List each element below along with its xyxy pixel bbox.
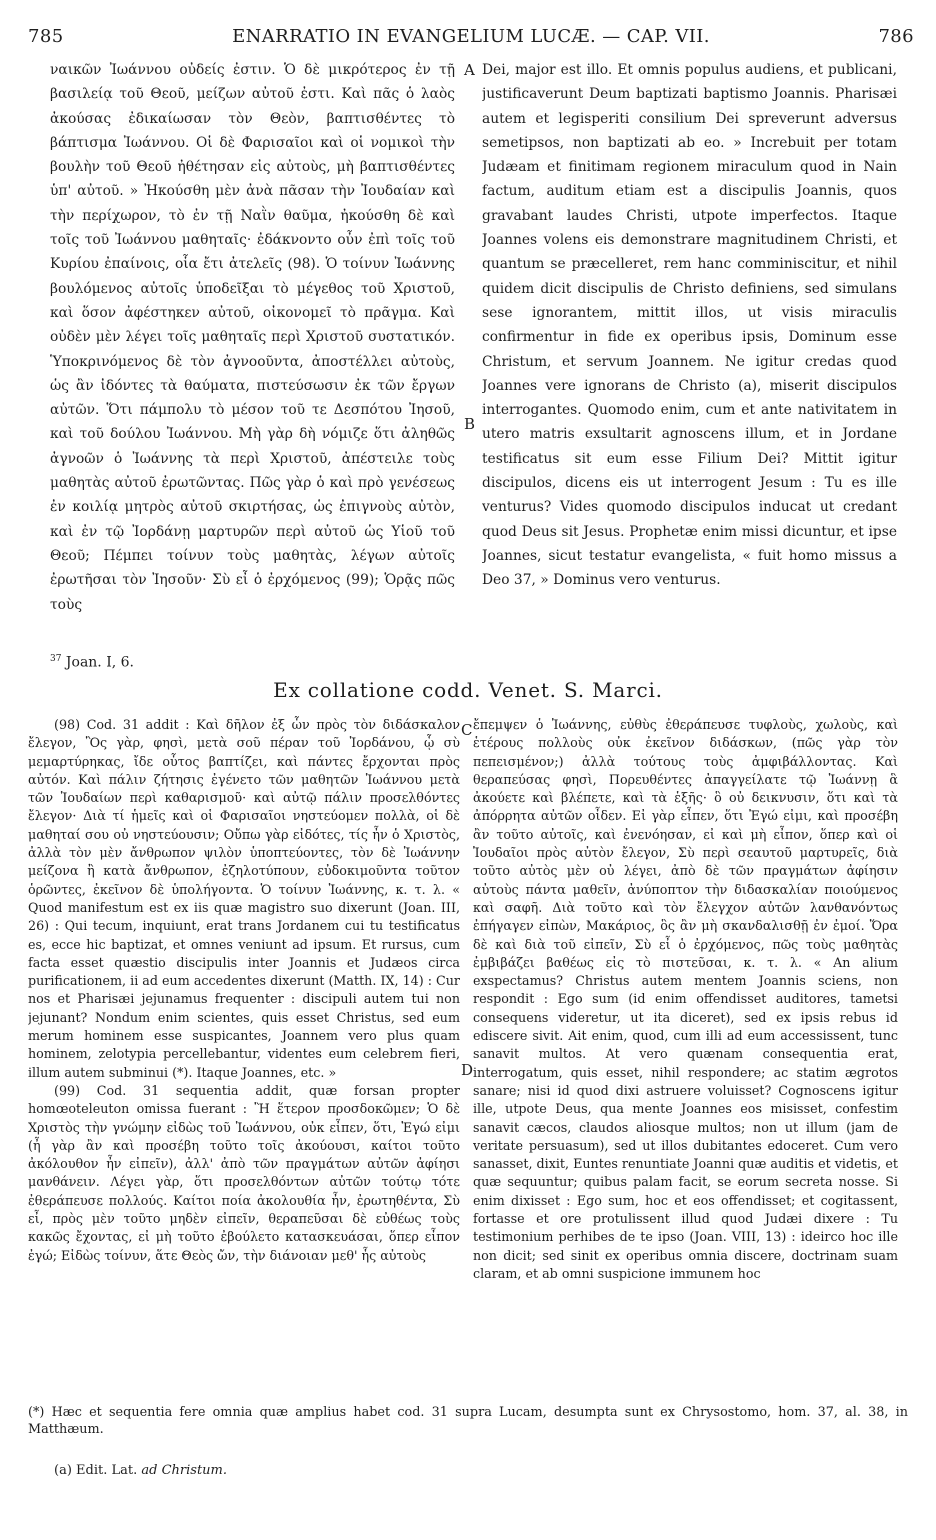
footnote-a-italic: ad Christum. [141,1463,228,1478]
latin-text: Dei, major est illo. Et omnis populus audiens, et publicani, justificaverunt Deum baptizati baptismo Joannis. Pharisæi autem et legisperiti consilium Dei spreverunt adversus semetipsos, non baptizati ab eo. » Increbuit per totam Judæam et finitimam regionem miraculum quod in Nain factum, auditum etiam est a discipulis Joannis, quos gravabant laudes Christi, utpote imperfectos. Itaque Joannes volens eis demonstrare magnitudinem Christi, et quantum se præcelleret, rem hanc comminiscitur, et nihil quidem dicit discipulis de Christo definiens, sed simulans sese ignorantem, mittit illos, ut visis miraculis confirmentur in fide ex operibus ipsis, Dominum esse Christum, et servum Joannem. Ne igitur credas quod Joannes vere ignorans de Christo (a), miserit discipulos interrogantes. Quomodo enim, cum et ante nativitatem in utero matris exsultarit agnoscens illum, et in Jordane testificatus sit eum esse Filium Dei? Mittit igitur discipulos, dicens eis ut interrogent Jesum : Tu es ille venturus? Vides quomodo discipulos inducat ut credant quod Deus sit Jesus. Prophetæ enim missi dicuntur, et ipse Joannes, sicut testatur evangelista, « fuit homo missus a Deo 37, » Dominus vero venturus. [482,62,897,589]
collation-note-99: (99) Cod. 31 sequentia addit, quæ forsan propter homœoteleuton omissa fuerant : Ἢ ἕτερον προσδοκῶμεν; Ὁ δὲ Χριστὸς τὴν γνώμην εἰδὼς τοῦ Ἰωάννου, οὐκ εἶπεν, ὅτι, Ἐγώ εἰμι (ἦ γὰρ ἂν καὶ προσέβη τοῦτο τοῖς ἀκούουσι, καίτοι τοῦτο ἀκόλουθον ἦν εἰπεῖν), ἀλλ' ἀπὸ τῶν πραγμάτων αὐτῶν ἀφίησι μανθάνειν. Λέγει γὰρ, ὅτι προσελθόντων αὐτῶν τούτῳ τότε ἐθεράπευσε πολλούς. Καίτοι ποία ἀκολουθία ἦν, ἐρωτηθέντα, Σὺ εἶ, πρὸς μὲν τοῦτο μηδὲν εἰπεῖν, θεραπεῦσαι δὲ εὐθέως τοὺς κακῶς ἔχοντας, εἰ μὴ τοῦτο ἐβούλετο κατασκευάσαι, ὅπερ εἶπον ἐγώ; Εἰδὼς τοίνυν, ἅτε Θεὸς ὤν, τὴν διάνοιαν μεθ' ἧς αὐτοὺς [28,1082,460,1263]
latin-text-column [482,58,897,642]
running-title: ENARRATIO IN EVANGELIUM LUCÆ. — CAP. VII. [232,26,710,47]
collation-right-column [473,716,898,1402]
collation-left-column [28,716,460,1402]
greek-text-column [50,58,455,642]
collation-note-continued: ἔπεμψεν ὁ Ἰωάννης, εὐθὺς ἐθεράπευσε τυφλοὺς, χωλοὺς, καὶ ἑτέρους πολλοὺς οὐκ ἐκεῖνον διδάσκων, (πῶς γὰρ τὸν πεπεισμένον;) ἀλλὰ τούτους τοὺς ἀμφιβάλλοντας. Καὶ θεραπεύσας φησὶ, Πορευθέντες ἀπαγγείλατε τῷ Ἰωάννῃ ἃ ἀκούετε καὶ βλέπετε, καὶ τὰ ἑξῆς· ὃ οὐ δεικνυσιν, ὅτι καὶ τὰ ἀπόρρητα αὐτῶν οἶδεν. Εἰ γὰρ εἶπεν, ὅτι Ἐγώ εἰμι, καὶ προσέβη ἂν τοῦτο αὐτοῖς, καὶ ἐνενόησαν, εἰ καὶ μὴ εἶπον, ὅπερ καὶ οἱ Ἰουδαῖοι πρὸς αὐτὸν ἔλεγον, Σὺ περὶ σεαυτοῦ μαρτυρεῖς, διὰ τοῦτο αὐτὸς μὲν οὐ λέγει, ἀπὸ δὲ τῶν πραγμάτων ἀφίησιν αὐτοὺς πάντα μαθεῖν, ἀνύποπτον τὴν διδασκαλίαν ποιούμενος καὶ σαφῆ. Διὰ τοῦτο καὶ τὸν ἔλεγχον αὐτῶν λανθανόντως ἐπήγαγεν εἰπὼν, Μακάριος, ὃς ἂν μὴ σκανδαλισθῇ ἐν ἐμοί. Ὅρα δὲ καὶ διὰ τοῦ εἰπεῖν, Σὺ εἶ ὁ ἐρχόμενος, πῶς τοὺς μαθητὰς ἐμβιβάζει βαθέως εἰς τὸ πιστεῦσαι, κ. τ. λ. « An alium exspectamus? Christus autem mentem Joannis sciens, non respondit : Ego sum (id enim offendisset auditores, tametsi consequens videretur, ut ita diceret), sed ex ipsis rebus id ediscere sivit. Ait enim, quod, cum illi ad eum accessissent, tunc sanavit multos. At vero quænam consequentia erat, interrogatum, quis esset, nihil respondere; ac statim ægrotos sanare; nisi id quod dixi astruere voluisset? Cognoscens igitur ille, utpote Deus, qua mente Joannes eos misisset, confestim sanavit cæcos, claudos aliosque multos; non ut illum (jam de veritate persuasum), sed ut illos dubitantes edoceret. Cum vero sanasset, dixit, Euntes renuntiate Joanni quæ auditis et videtis, et quæ sequuntur; quibus palam facit, se eorum secreta nosse. Si enim dixisset : Ego sum, hoc et eos offendisset; et cogitassent, fortasse et ore protulissent illud quod Judæi dixere : Tu testimonium perhibes de te ipso (Joan. VIII, 13) : ideirco hoc ille non dicit; sed sinit ex operibus omnia discere, doctrinam suam claram, et ab omni suspicione immunem hoc [473,717,898,1281]
footnote-37 [50,650,134,672]
margin-marker-a: A [464,61,475,79]
margin-marker-c: C [461,721,473,739]
footnote-text: Joan. I, 6. [65,654,134,671]
page-number-right: 78​6 [878,26,914,47]
footnote-star: (*) Hæc et sequentia fere omnia quæ amplius habet cod. 31 supra Lucam, desumpta sunt ex Chrysostomo, hom. 37, al. 38, in Matthæum. [28,1405,908,1437]
running-header [28,26,914,52]
margin-marker-b: B [464,415,476,433]
page-number-left: 785 [28,26,64,47]
footnote-a [54,1462,227,1479]
margin-marker-d: D [461,1061,474,1079]
footnote-a-text: Edit. Lat. [76,1463,138,1478]
footnote-number: 37 [50,654,62,664]
footnote-a-mark: (a) [54,1463,72,1478]
greek-text: ναικῶν Ἰωάννου οὐδείς ἐστιν. Ὁ δὲ μικρότερος ἐν τῇ βασιλείᾳ τοῦ Θεοῦ, μείζων αὐτοῦ ἐστι. Καὶ πᾶς ὁ λαὸς ἀκούσας ἐδικαίωσαν τὸν Θεὸν, βαπτισθέντες τὸ βάπτισμα Ἰωάννου. Οἱ δὲ Φαρισαῖοι καὶ οἱ νομικοὶ τὴν βουλὴν τοῦ Θεοῦ ἠθέτησαν εἰς αὐτοὺς, μὴ βαπτισθέντες ὑπ' αὐτοῦ. » Ἠκούσθη μὲν ἀνὰ πᾶσαν τὴν Ἰουδαίαν καὶ τὴν περίχωρον, τὸ ἐν τῇ Ναῒν θαῦμα, ἠκούσθη δὲ καὶ τοῖς τοῦ Ἰωάννου μαθηταῖς· ἐδάκνοντο οὖν ἐπὶ τοῖς τοῦ Κυρίου ἐπαίνοις, οἷα ἔτι ἀτελεῖς (98). Ὁ τοίνυν Ἰωάννης βουλόμενος αὐτοῖς ὑποδεῖξαι τὸ μέγεθος τοῦ Χριστοῦ, καὶ ὅσον ἀφέστηκεν αὐτοῦ, οἰκονομεῖ τὸ πρᾶγμα. Καὶ οὐδὲν μὲν λέγει τοῖς μαθηταῖς περὶ Χριστοῦ συστατικόν. Ὑποκρινόμενος δὲ τὸν ἀγνοοῦντα, ἀποστέλλει αὐτοὺς, ὡς ἂν ἰδόντες τὰ θαύματα, πιστεύσωσιν ἐκ τῶν ἔργων αὐτῶν. Ὅτι πάμπολυ τὸ μέσον τοῦ τε Δεσπότου Ἰησοῦ, καὶ τοῦ δούλου Ἰωάννου. Μὴ γὰρ δὴ νόμιζε ὅτι ἀληθῶς ἀγνοῶν ὁ Ἰωάννης τὰ περὶ Χριστοῦ, ἀπέστειλε τοὺς μαθητὰς αὐτοῦ ἐρωτῶντας. Πῶς γὰρ ὁ καὶ πρὸ γενέσεως ἐν κοιλίᾳ μητρὸς αὐτοῦ σκιρτήσας, ὡς ἐπιγνοὺς αὐτὸν, καὶ ἐν τῷ Ἰορδάνῃ μαρτυρῶν περὶ αὐτοῦ ὡς Υἱοῦ τοῦ Θεοῦ; Πέμπει τοίνυν τοὺς μαθητὰς, λέγων αὐτοῖς ἐρωτῆσαι τὸν Ἰησοῦν· Σὺ εἶ ὁ ἐρχόμενος (99); Ὁρᾷς πῶς τοὺς [50,62,455,613]
section-heading: Ex collatione codd. Venet. S. Marci. [273,678,663,702]
collation-note-98: (98) Cod. 31 addit : Καὶ δῆλον ἐξ ὧν πρὸς τὸν διδάσκαλον ἔλεγον, Ὃς γὰρ, φησὶ, μετὰ σοῦ πέραν τοῦ Ἰορδάνου, ᾧ σὺ μεμαρτύρηκας, ἴδε οὗτος βαπτίζει, καὶ πάντες ἔρχονται πρὸς αὐτόν. Καὶ πάλιν ζήτησις ἐγένετο τῶν μαθητῶν Ἰωάννου μετὰ τῶν Ἰουδαίων περὶ καθαρισμοῦ· καὶ αὐτῷ πάλιν προσελθόντες ἔλεγον· Διὰ τί ἡμεῖς καὶ οἱ Φαρισαῖοι νηστεύομεν πολλὰ, οἱ δὲ μαθηταί σου οὐ νηστεύουσιν; Οὔπω γὰρ εἰδότες, τίς ἦν ὁ Χριστὸς, ἀλλὰ τὸν μὲν ἄνθρωπον ψιλὸν ὑποπτεύοντες, τὸν δὲ Ἰωάννην μείζονα ἢ κατὰ ἄνθρωπον, ἐζηλοτύπουν, εὐδοκιμοῦντα τοῦτον ὁρῶντες, ἐκεῖνον δὲ ὑπολήγοντα. Ὁ τοίνυν Ἰωάννης, κ. τ. λ. « Quod manifestum est ex iis quæ magistro suo dixerunt (Joan. III, 26) : Qui tecum, inquiunt, erat trans Jordanem cui tu testificatus es, ecce hic baptizat, et omnes veniunt ad ipsum. Et rursus, cum facta esset quæstio discipulis inter Joannis et Judæos circa purificationem, ii ad eum accedentes dixerunt (Matth. IX, 14) : Cur nos et Pharisæi jejunamus frequenter : discipuli autem tui non jejunant? Nondum enim scientes, quis esset Christus, sed eum merum hominem esse suspicantes, Joannem vero plus quam hominem, zelotypia percellebantur, videntes eum celebrem fieri, illum autem subminui (*). Itaque Joannes, etc. » [28,717,460,1080]
